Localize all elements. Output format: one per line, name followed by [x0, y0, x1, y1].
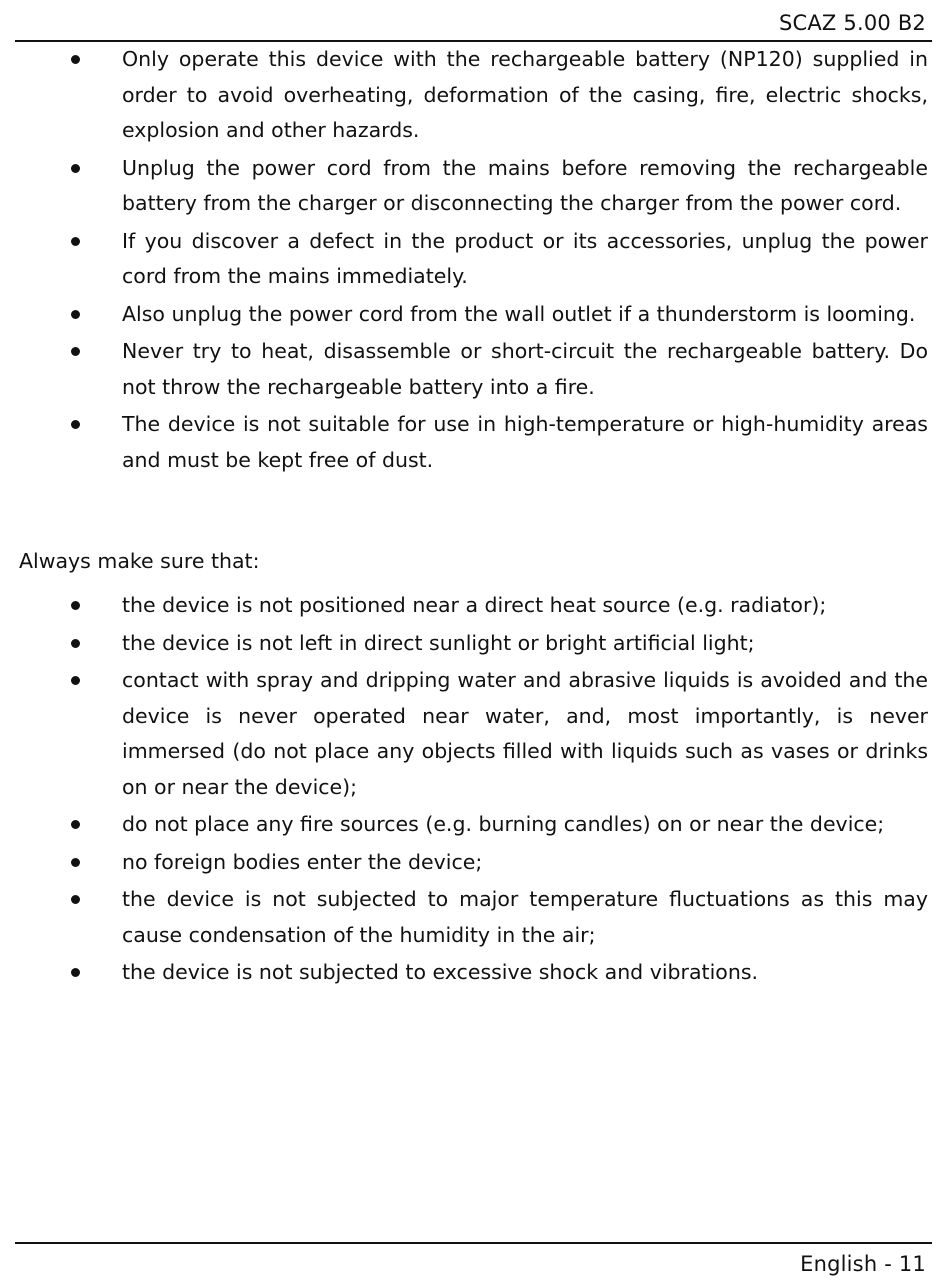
safety-bullet-list — [0, 42, 950, 480]
always-make-sure-intro: Always make sure that: — [19, 549, 260, 573]
list-item: the device is not subjected to excessive shock and vibrations. — [122, 955, 928, 993]
list-item: Never try to heat, disassemble or short-circuit the rechargeable battery. Do not throw the rechargeable battery into a fire. — [122, 334, 928, 407]
list-item: the device is not positioned near a direct heat source (e.g. radiator); — [122, 588, 928, 626]
list-item: Also unplug the power cord from the wall outlet if a thunderstorm is looming. — [122, 297, 928, 335]
header-model-number: SCAZ 5.00 B2 — [778, 11, 926, 35]
list-item: If you discover a defect in the product or its accessories, unplug the power cord from the mains immediately. — [122, 224, 928, 297]
list-item: The device is not suitable for use in high-temperature or high-humidity areas and must be kept free of dust. — [122, 407, 928, 480]
list-item: contact with spray and dripping water and abrasive liquids is avoided and the device is never operated near water, and, most importantly, is never immersed (do not place any objects filled with liquids such as vases or drinks on or near the device); — [122, 663, 928, 807]
list-item: the device is not subjected to major temperature fluctuations as this may cause condensation of the humidity in the air; — [122, 882, 928, 955]
list-item: no foreign bodies enter the device; — [122, 845, 928, 883]
list-item: Only operate this device with the rechargeable battery (NP120) supplied in order to avoid overheating, deformation of the casing, fire, electric shocks, explosion and other hazards. — [122, 42, 928, 151]
footer-divider — [15, 1242, 932, 1244]
page-content — [0, 42, 950, 993]
conditions-bullet-list — [0, 588, 950, 993]
list-item: the device is not left in direct sunlight or bright artificial light; — [122, 626, 928, 664]
page-number: English - 11 — [800, 1252, 926, 1276]
list-item: Unplug the power cord from the mains before removing the rechargeable battery from the charger or disconnecting the charger from the power cord. — [122, 151, 928, 224]
list-item: do not place any fire sources (e.g. burning candles) on or near the device; — [122, 807, 928, 845]
